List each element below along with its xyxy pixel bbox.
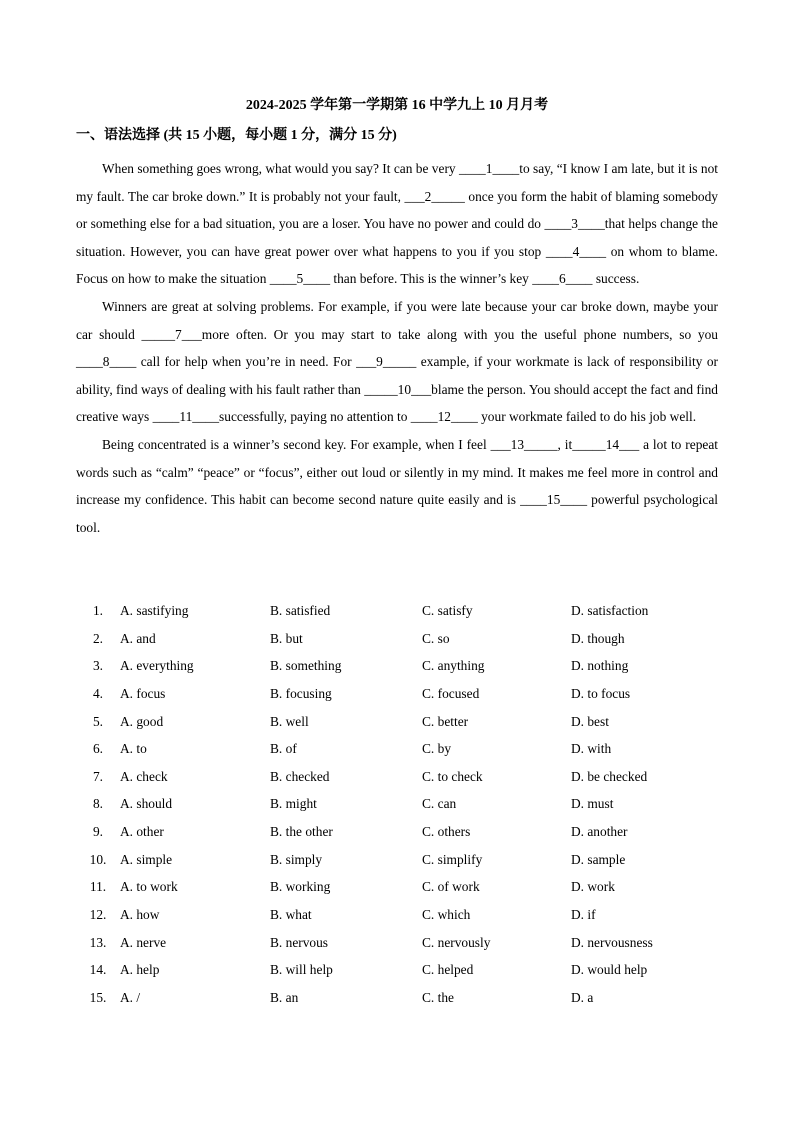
question-row (76, 984, 718, 1012)
option-b: B. might (270, 796, 317, 812)
option-c: C. focused (422, 685, 480, 701)
option-d: D. sample (571, 851, 626, 867)
option-a: A. check (120, 768, 168, 784)
option-d: D. be checked (571, 768, 648, 784)
question-row (76, 708, 718, 736)
question-number: 7. (92, 768, 104, 784)
question-number: 13. (89, 934, 107, 950)
option-a: A. should (120, 796, 173, 812)
option-d: D. would help (571, 962, 648, 978)
option-b: B. of (270, 741, 297, 757)
question-number: 4. (92, 685, 104, 701)
option-c: C. better (422, 713, 469, 729)
option-a: A. simple (120, 851, 173, 867)
option-a: A. other (120, 824, 164, 840)
option-d: D. work (571, 879, 615, 895)
option-b: B. will help (270, 962, 333, 978)
option-a: A. to (120, 741, 147, 757)
question-number: 10. (89, 851, 107, 867)
option-d: D. satisfaction (571, 603, 649, 618)
question-row (76, 763, 718, 791)
question-row (76, 625, 718, 653)
question-number: 2. (92, 630, 104, 646)
option-a: A. how (120, 907, 160, 923)
option-d: D. with (571, 741, 612, 757)
page-title: 2024-2025 学年第一学期第 16 中学九上 10 月月考 (245, 98, 549, 113)
question-number: 9. (92, 824, 104, 840)
option-a: A. to work (120, 879, 178, 895)
option-c: C. simplify (422, 851, 483, 867)
passage-paragraph-1: When something goes wrong, what would you say? It can be very ____1____to say, “I know I am late, but it is not my fault. The car broke down.” It is probably not your fault, ___2_____ once you form the habit of blaming somebody or something else for a bad situation, you are a loser. You have no power and could do ____3____that helps change the situation. However, you can have great power over what happens to you if you stop ____4____ on whom to blame. Focus on how to make the situation ____5____ than before. This is the winner’s key ____6____ success. (76, 161, 718, 287)
question-row (76, 956, 718, 984)
passage-paragraph-3: Being concentrated is a winner’s second key. For example, when I feel ___13_____, it_____14___ a lot to repeat words such as “calm” “peace” or “focus”, either out loud or silently in my mind. It makes me feel more in control and increase my confidence. This habit can become second nature quite easily and is ____15____ powerful psychological tool. (76, 436, 718, 535)
option-a: A. nerve (120, 934, 167, 950)
option-d: D. a (571, 989, 594, 1005)
option-d: D. must (571, 796, 614, 812)
section-heading: 一、语法选择 (共 15 小题，每小题 1 分，满分 15 分) (76, 128, 397, 143)
option-b: B. but (270, 630, 303, 646)
question-row (76, 680, 718, 708)
question-row (76, 901, 718, 929)
option-b: B. satisfied (270, 603, 331, 618)
option-c: C. to check (422, 768, 483, 784)
option-a: A. sastifying (120, 603, 189, 618)
option-c: C. others (422, 824, 471, 840)
question-number: 5. (92, 713, 104, 729)
option-c: C. by (422, 741, 452, 757)
option-d: D. nothing (571, 658, 629, 674)
option-c: C. satisfy (422, 603, 473, 618)
option-a: A. help (120, 962, 160, 978)
question-row (76, 929, 718, 957)
cloze-passage (76, 155, 718, 541)
option-b: B. well (270, 713, 309, 729)
option-c: C. nervously (422, 934, 491, 950)
question-number: 14. (89, 962, 107, 978)
question-number: 8. (92, 796, 104, 812)
option-c: C. so (422, 630, 450, 646)
question-row (76, 818, 718, 846)
question-row (76, 790, 718, 818)
question-number: 6. (92, 741, 104, 757)
question-number: 12. (89, 907, 107, 923)
question-row (76, 735, 718, 763)
option-a: A. and (120, 630, 156, 646)
option-c: C. can (422, 796, 457, 812)
option-b: B. the other (270, 824, 333, 840)
option-d: D. if (571, 907, 596, 923)
option-b: B. working (270, 879, 331, 895)
option-a: A. focus (120, 685, 166, 701)
option-d: D. nervousness (571, 934, 653, 950)
question-row (76, 846, 718, 874)
question-row (76, 652, 718, 680)
option-c: C. anything (422, 658, 485, 674)
option-b: B. an (270, 989, 299, 1005)
answer-options-list (76, 597, 718, 1012)
option-b: B. what (270, 907, 312, 923)
option-b: B. focusing (270, 685, 332, 701)
option-d: D. to focus (571, 685, 631, 701)
option-c: C. of work (422, 879, 480, 895)
option-a: A. / (120, 989, 141, 1005)
option-b: B. simply (270, 851, 323, 867)
option-b: B. nervous (270, 934, 329, 950)
question-number: 3. (92, 658, 104, 674)
option-d: D. best (571, 713, 609, 729)
option-c: C. helped (422, 962, 474, 978)
option-d: D. another (571, 824, 628, 840)
option-a: A. everything (120, 658, 194, 674)
option-d: D. though (571, 630, 625, 646)
option-c: C. which (422, 907, 471, 923)
option-b: B. something (270, 658, 342, 674)
question-row (76, 597, 718, 625)
question-row (76, 873, 718, 901)
option-c: C. the (422, 989, 454, 1005)
passage-paragraph-2: Winners are great at solving problems. For example, if you were late because your car broke down, maybe your car should _____7___more often. Or you may start to take along with you the useful phone numbers, so you ____8____ call for help when you’re in need. For ___9_____ example, if your workmate is lack of responsibility or ability, find ways of dealing with his fault rather than _____10___blame the person. You should accept the fact and find creative ways ____11____successfully, paying no attention to ____12____ your workmate failed to do his job well. (76, 298, 718, 425)
option-b: B. checked (270, 768, 330, 784)
question-number: 15. (89, 989, 107, 1005)
option-a: A. good (120, 713, 164, 729)
question-number: 11. (89, 879, 107, 895)
question-number: 1. (92, 603, 104, 618)
